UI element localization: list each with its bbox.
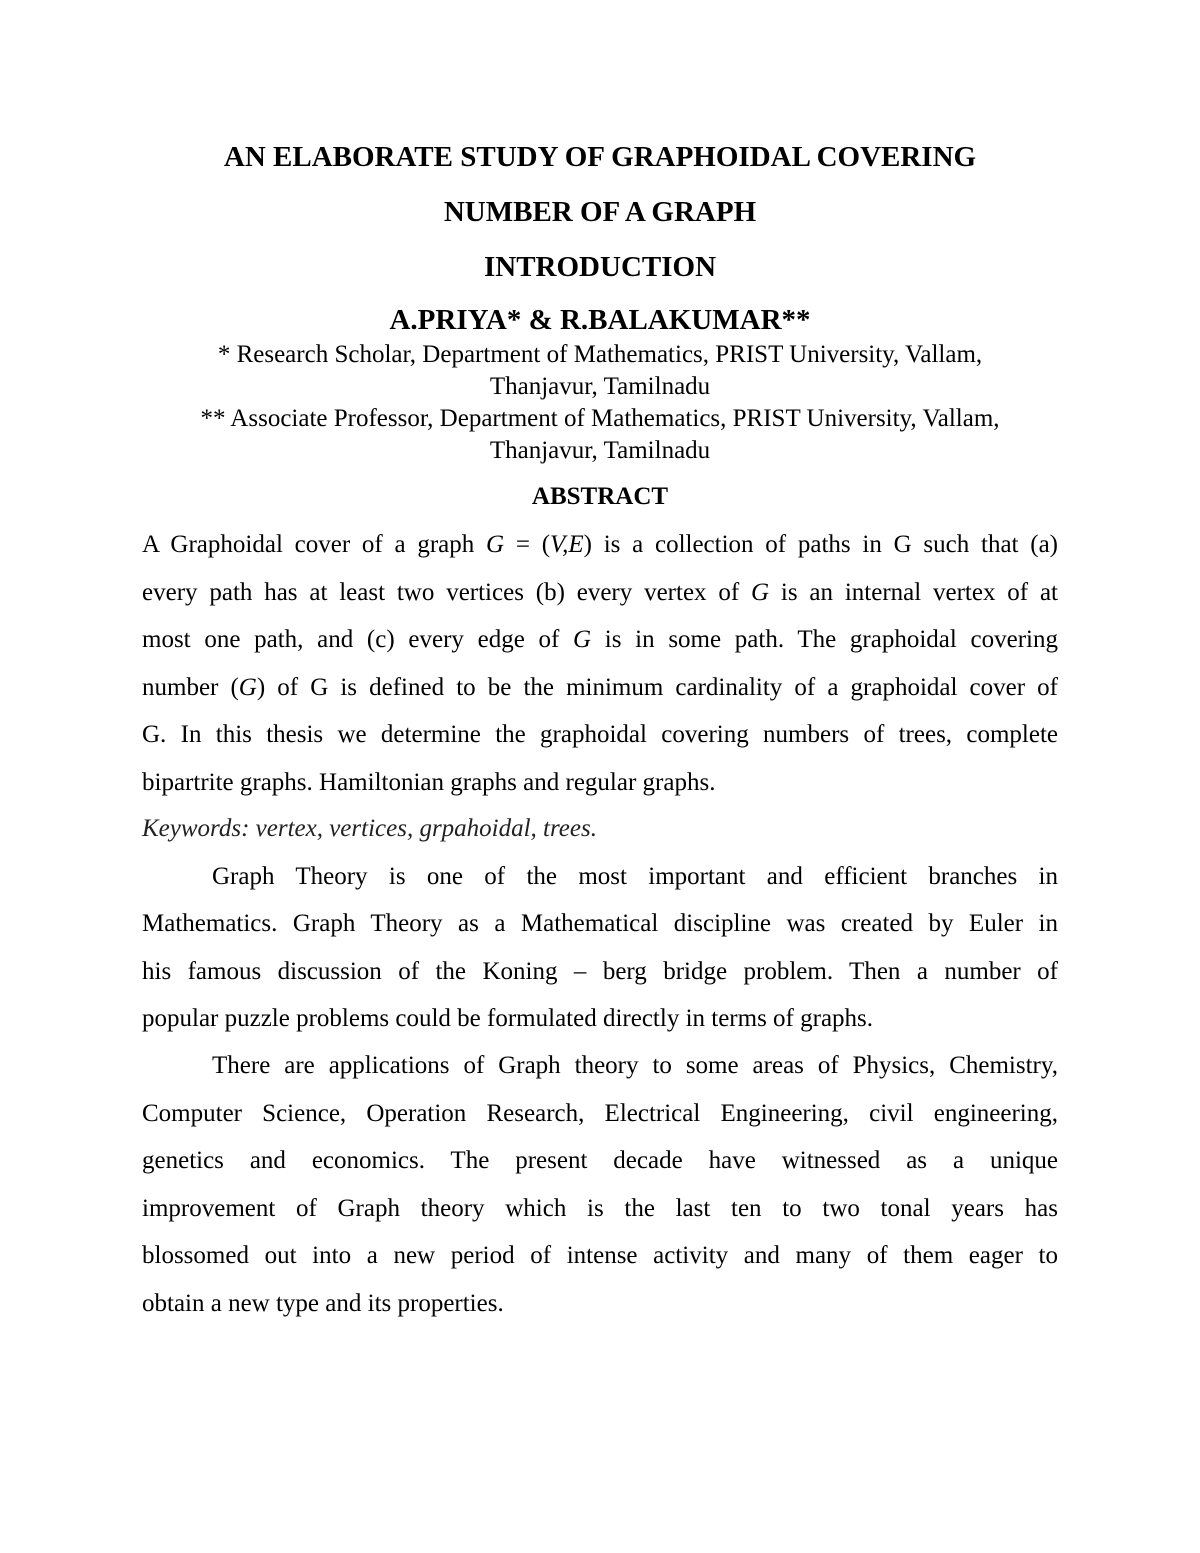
para2-line-1: There are applications of Graph theory to some areas of Physics, Chemistry, bbox=[212, 1052, 1058, 1079]
affiliation-1-line-1: * Research Scholar, Department of Mathematics, PRIST University, Vallam, bbox=[217, 341, 983, 368]
affiliation-2-line-1: ** Associate Professor, Department of Mathematics, PRIST University, Vallam, bbox=[200, 405, 1000, 432]
para1-line-1: Graph Theory is one of the most important and efficient branches in bbox=[212, 863, 1058, 890]
abstract-heading: ABSTRACT bbox=[531, 483, 669, 510]
abstract-line-6: bipartrite graphs. Hamiltonian graphs and regular graphs. bbox=[142, 769, 716, 796]
para2-line-2: Computer Science, Operation Research, Electrical Engineering, civil engineering, bbox=[142, 1100, 1058, 1127]
title-line-1: AN ELABORATE STUDY OF GRAPHOIDAL COVERING bbox=[223, 141, 977, 173]
abstract-line-5: G. In this thesis we determine the graphoidal covering numbers of trees, complete bbox=[142, 721, 1058, 748]
para1-line-4: popular puzzle problems could be formulated directly in terms of graphs. bbox=[142, 1005, 874, 1032]
para2-line-3: genetics and economics. The present decade have witnessed as a unique bbox=[142, 1147, 1058, 1174]
section-heading-introduction: INTRODUCTION bbox=[483, 251, 717, 283]
abstract-line-3: most one path, and (c) every edge of G is in some path. The graphoidal covering bbox=[142, 626, 1058, 653]
para1-line-2: Mathematics. Graph Theory as a Mathematical discipline was created by Euler in bbox=[142, 910, 1058, 937]
abstract-line-2: every path has at least two vertices (b) every vertex of G is an internal vertex of at bbox=[142, 579, 1058, 606]
para2-line-6: obtain a new type and its properties. bbox=[142, 1290, 504, 1317]
author-names: A.PRIYA* & R.BALAKUMAR** bbox=[389, 304, 811, 336]
para1-line-3: his famous discussion of the Koning – berg bridge problem. Then a number of bbox=[142, 958, 1058, 985]
affiliation-2-line-2: Thanjavur, Tamilnadu bbox=[489, 437, 711, 464]
keywords: Keywords: vertex, vertices, grpahoidal, trees. bbox=[142, 815, 597, 842]
title-line-2: NUMBER OF A GRAPH bbox=[443, 196, 757, 228]
para2-line-4: improvement of Graph theory which is the last ten to two tonal years has bbox=[142, 1195, 1058, 1222]
abstract-line-1: A Graphoidal cover of a graph G = (V,E) is a collection of paths in G such that (a) bbox=[142, 531, 1058, 558]
abstract-line-4: number (G) of G is defined to be the minimum cardinality of a graphoidal cover of bbox=[142, 674, 1058, 701]
para2-line-5: blossomed out into a new period of intense activity and many of them eager to bbox=[142, 1242, 1058, 1269]
affiliation-1-line-2: Thanjavur, Tamilnadu bbox=[489, 373, 711, 400]
